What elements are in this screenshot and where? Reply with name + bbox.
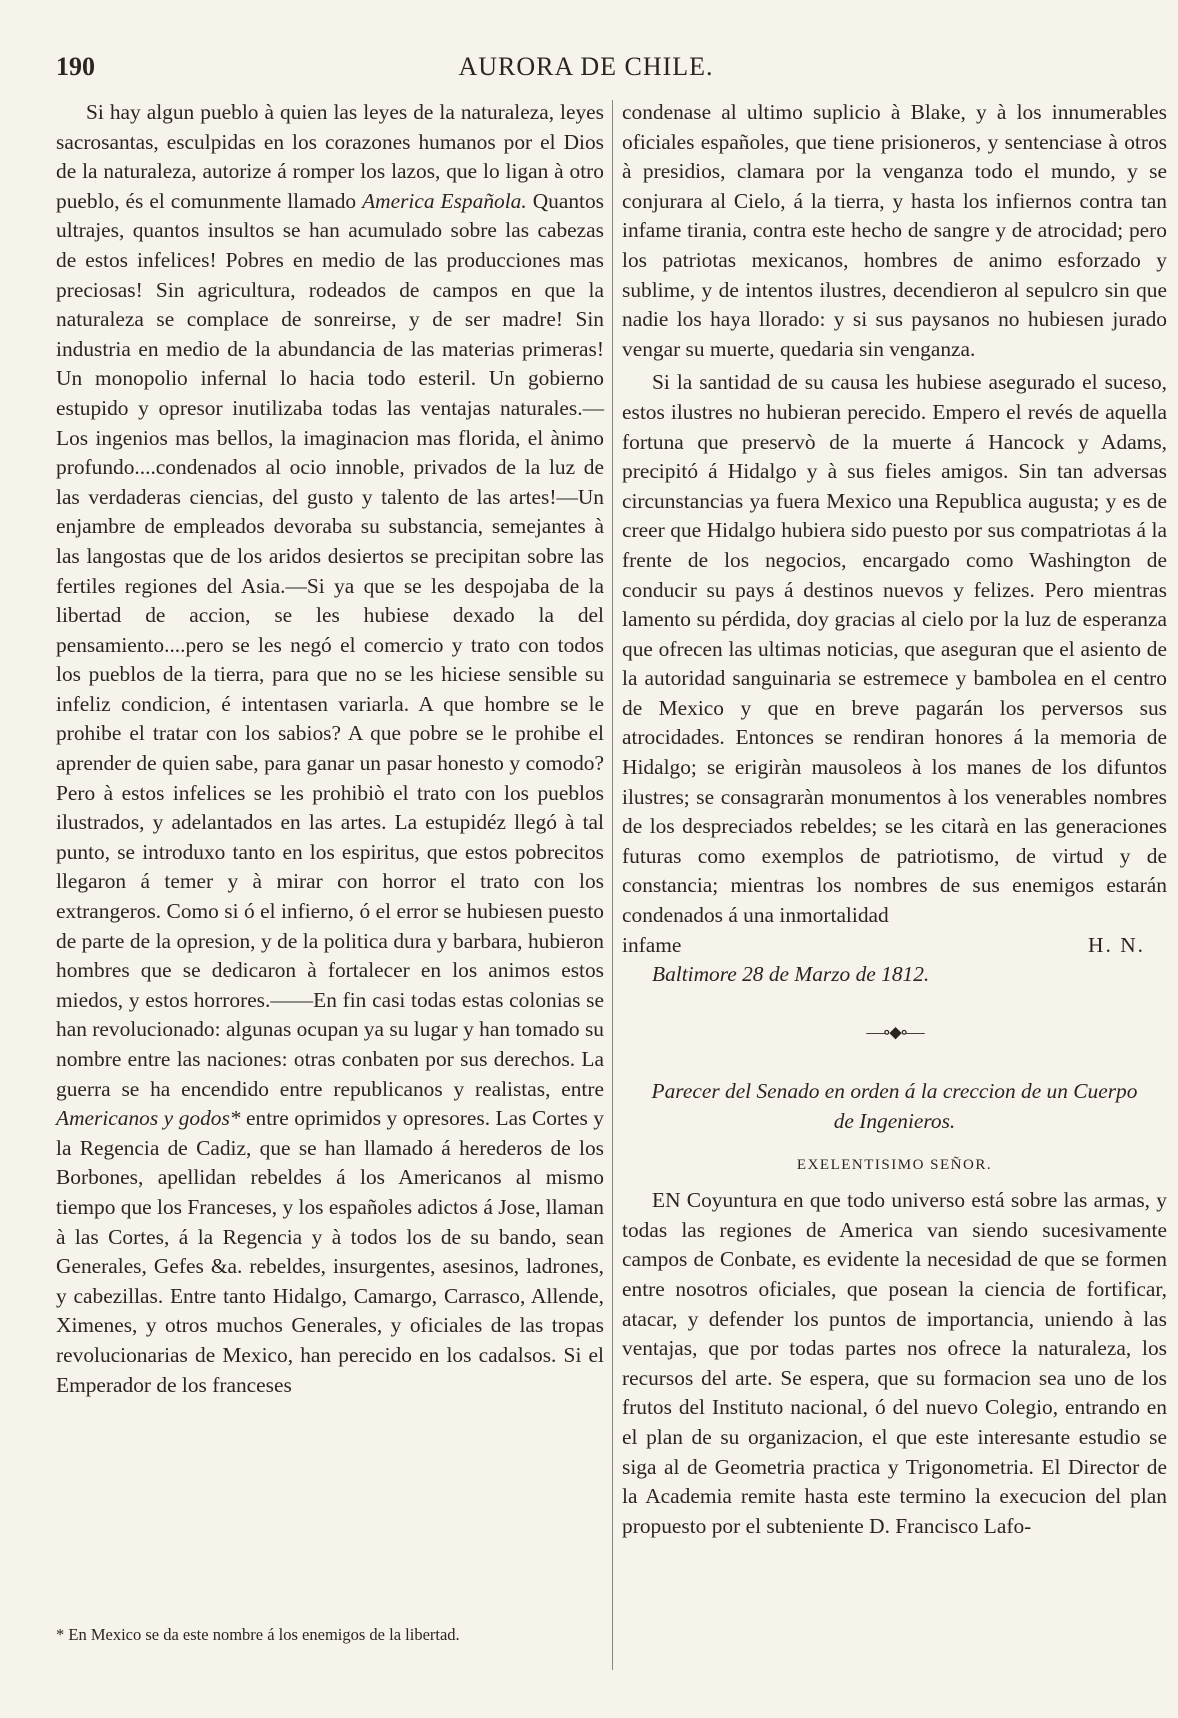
right-paragraph-continuation: condenase al ultimo suplicio à Blake, y à los innumerables oficiales españoles, que tiene prisioneros, y sentenciase à otros à presidios, clamara por la venganza todo el mundo, y se conjurara al Cielo, á la tierra, y hasta los infiernos contra tan infame tirania, contra este hecho de sangre y de atrocidad; pero los patriotas mexicanos, hombres de animo esforzado y sublime, y de intentos ilustres, decendieron al sepulcro sin que nadie los haya llorado: y si sus paysanos no hubiesen jurado vengar su muerte, quedaria sin venganza. xyxy=(622,100,1167,361)
left-paragraph-text-b: Quantos ultrajes, quantos insultos se han acumulado sobre las cabezas de estos infelices! Pobres en medio de las producciones mas preciosas! Sin agricultura, rodeados de campos en que la naturaleza se complace de sonreirse, y de ser madre! Sin industria en medio de la abundancia de las materias primeras! Un monopolio infernal lo hacia todo esteril. Un gobierno estupido y opresor inutilizaba todas las ventajas naturales.—Los ingenios mas bellos, la imaginacion mas florida, el ànimo profundo....condenados al ocio innoble, privados de la luz de las verdaderas ciencias, del gusto y talento de las artes!—Un enjambre de empleados devoraba su substancia, semejantes à las langostas que de los aridos desiertos se precipitan sobre las fertiles regiones del Asia.—Si ya que se les despojaba de la libertad de accion, se les hubiese dexado la del pensamiento....pero se les negó el comercio y trato con todos los pueblos de la tierra, para que no se les hiciese sensible su infeliz condicion, é intentasen variarla. A que hombre se le prohibe el tratar con los sabios? A que pobre se le prohibe el aprender de quien sabe, para ganar un pasar honesto y comodo? Pero à estos infelices se les prohibiò el trato con los pueblos ilustrados, y adelantados en las artes. La estupidéz llegó à tal punto, se introduxo tanto en los espiritus, que estos pobrecitos llegaron á temer y à mirar con horror el trato con los extrangeros. Como si ó el infierno, ó el error se hubiesen puesto de parte de la opresion, y de la politica dura y barbara, hubieron hombres que se dedicaron à fortalecer en los animos estos miedos, y estos horrores.——En fin casi todas estas colonias se han revolucionado: algunas ocupan ya su lugar y han tomado su nombre entre las naciones: otras conbaten por sus derechos. La guerra se ha encendido entre republicanos y realistas, entre xyxy=(56,188,604,1101)
page-header xyxy=(56,52,1116,92)
section-title xyxy=(622,1077,1167,1136)
salutation: EXELENTISIMO SEÑOR. xyxy=(796,1156,993,1173)
left-paragraph-text-c: entre oprimidos y opresores. Las Cortes y la Regencia de Cadiz, que se han llamado á herederos de los Borbones, apellidan rebeldes á los Americanos al mismo tiempo que los Franceses, y los españoles adictos á Jose, llaman à las Cortes, á la Regencia y à todos los de su bando, sean Generales, Gefes &a. rebeldes, insurgentes, asesinos, ladrones, y cabezillas. Entre tanto Hidalgo, Camargo, Carrasco, Allende, Ximenes, y otros muchos Generales, y oficiales de las tropas revolucionarias de Mexico, han perecido en los cadalsos. Si el Emperador de los franceses xyxy=(56,1106,605,1397)
section-title-line-2: de Ingenieros. xyxy=(833,1109,956,1133)
paragraph-end-word: infame xyxy=(622,932,682,957)
left-paragraph-text-a: Si hay algun pueblo à quien las leyes de la naturaleza, leyes sacrosantas, esculpidas en los corazones humanos por el Dios de la naturaleza, autorize á romper los lazos, que lo ligan à otro pueblo, és el comunmente llamado xyxy=(56,100,604,213)
right-column xyxy=(622,98,1167,1541)
left-column xyxy=(56,98,604,1400)
left-paragraph xyxy=(56,98,604,1400)
right-paragraph-ingenieros: EN Coyuntura en que todo universo está sobre las armas, y todas las regiones de America van siendo sucesivamente campos de Conbate, es evidente la necesidad de que se formen entre nosotros oficiales, que posean la ciencia de fortificar, atacar, y defender los puntos de importancia, uniendo à las ventajas, que por todas partes nos ofrece la naturaleza, los recursos del arte. Se espera, que su formacion sea uno de los frutos del Instituto nacional, ó del nuevo Colegio, entrando en el plan de su organizacion, el que este interesante estudio se siga al de Geometria practica y Trigonometria. El Director de la Academia remite hasta este termino la execucion del plan propuesto por el subteniente D. Francisco Lafo- xyxy=(622,1188,1167,1538)
right-paragraph-hidalgo: Si la santidad de su causa les hubiese asegurado el suceso, estos ilustres no hubieran perecido. Empero el revés de aquella fortuna que preservò de la muerte á Hancock y Adams, precipitó á Hidalgo y à sus fieles amigos. Sin tan adversas circunstancias ya fuera Mexico una Republica augusta; y es de creer que Hidalgo hubiera sido puesto por sus compatriotas á la frente de los negocios, encargado como Washington de conducir su pays á destinos nuevos y felizes. Pero mientras lamento su pérdida, doy gracias al cielo por la luz de esperanza que ofrecen las ultimas noticias, que aseguran que el asiento de la autoridad sanguinaria se estremece y bambolea en el centro de Mexico y que en breve pagarán los perversos sus atrocidades. Entonces se rendiran honores á la memoria de Hidalgo; se erigiràn mausoleos à los manes de los difuntos ilustres; se consagraràn monumentos à los venerables nombres de los despreciados rebeldes; se les citarà en las generaciones futuras como exemplos de patriotismo, de virtud y de constancia; mientras los nombres de sus enemigos estarán condenados á una inmortalidad xyxy=(622,370,1167,928)
section-ornament: —∘⬥∘— xyxy=(866,1021,923,1042)
dateline: Baltimore 28 de Marzo de 1812. xyxy=(652,962,930,987)
page-number: 190 xyxy=(56,52,95,81)
emphasis-america-espanola: America Española. xyxy=(362,188,527,213)
emphasis-americanos-godos: Americanos y godos* xyxy=(56,1106,241,1131)
column-divider xyxy=(612,100,613,1670)
footnote: * En Mexico se da este nombre á los enemigos de la libertad. xyxy=(56,1625,460,1644)
section-title-line-1: Parecer del Senado en orden á la creccion de un Cuerpo xyxy=(651,1079,1138,1104)
signature-line xyxy=(622,931,1167,961)
author-signature: H. N. xyxy=(1088,932,1145,957)
running-title: AURORA DE CHILE. xyxy=(458,52,714,81)
